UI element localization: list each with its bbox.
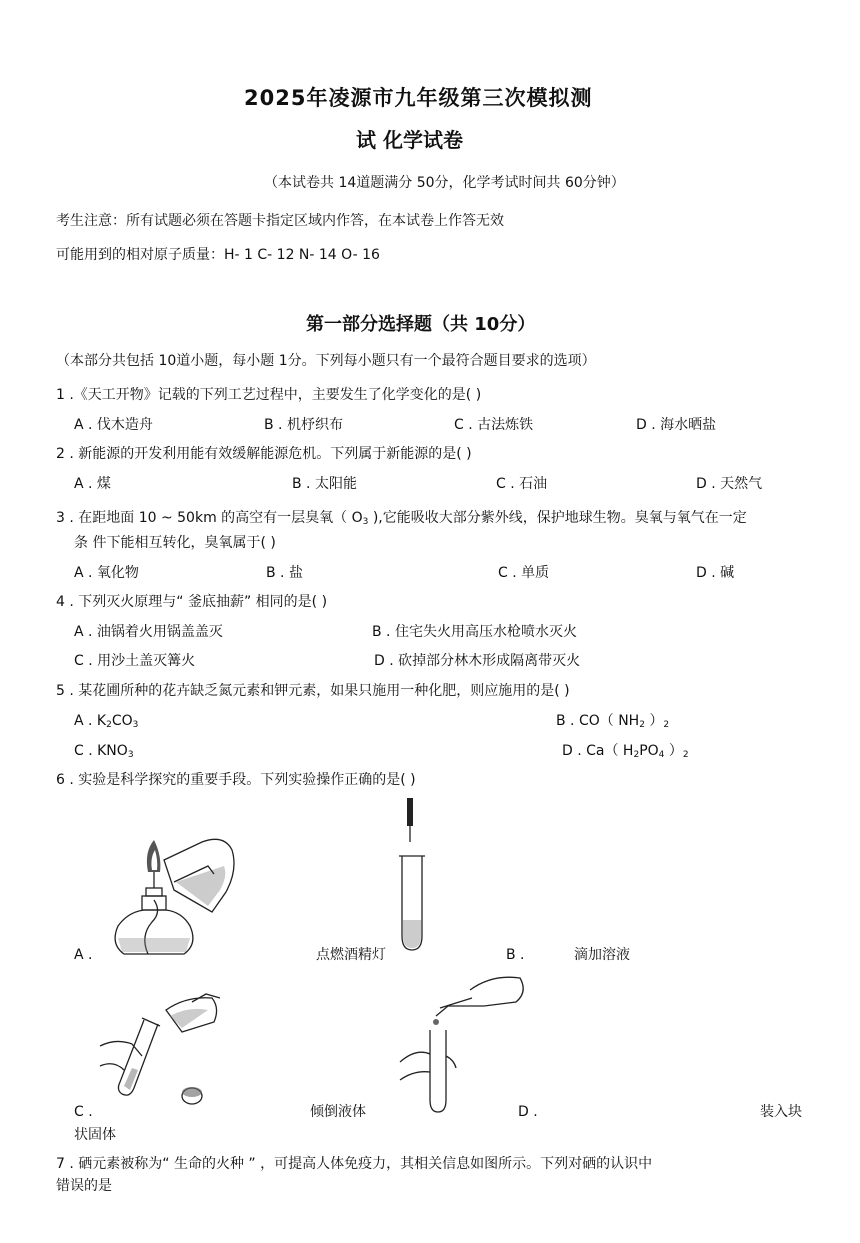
q2-option-d: D . 天然气 [696,476,763,492]
q3-option-a: A . 氧化物 [74,565,139,581]
q6-stem: 6 . 实验是科学探究的重要手段。下列实验操作正确的是( ) [56,772,416,788]
exam-title-line1: 2025年凌源市九年级第三次模拟测 [244,86,593,110]
q6-option-d-text-line2: 状固体 [74,1127,116,1143]
alcohol-lamp-lighting-figure [104,826,240,962]
q5-option-c: C . $KNO_3$ [74,743,134,760]
part1-heading: 第一部分选择题（共 10分） [306,314,536,335]
q1-option-d: D . 海水晒盐 [636,417,717,433]
q3-option-c: C . 单质 [498,565,550,581]
q4-option-b: B . 住宅失火用高压水枪喷水灭火 [372,624,577,640]
q2-stem: 2 . 新能源的开发利用能有效缓解能源危机。下列属于新能源的是( ) [56,446,472,462]
q6-option-c-text: 倾倒液体 [310,1104,366,1120]
exam-title-line2: 试 化学试卷 [356,128,463,152]
q3-stem-line2: 条 件下能相互转化，臭氧属于( ) [74,535,276,551]
q1-option-b: B . 机杼织布 [264,417,343,433]
q2-option-c: C . 石油 [496,476,548,492]
q7-stem: 7 . 硒元素被称为“ 生命的火种 ” ，可提高人体免疫力，其相关信息如图所示。下列对硒的认识中 [56,1156,653,1172]
q6-option-b-letter: B . [506,947,525,963]
q4-option-c: C . 用沙土盖灭篝火 [74,653,196,669]
part1-instruction: （本部分共包括 10道小题，每小题 1分。下列每小题只有一个最符合题目要求的选项） [56,353,596,369]
q7-stem-line2: 错误的是 [56,1178,112,1194]
q2-option-a: A . 煤 [74,476,111,492]
q1-stem: 1 .《天工开物》记载的下列工艺过程中，主要发生了化学变化的是( ) [56,387,482,403]
q5-stem: 5 . 某花圃所种的花卉缺乏氮元素和钾元素，如果只施用一种化肥，则应施用的是( ) [56,683,570,699]
q3-stem: 3 . 在距地面 10 ~ 50km 的高空有一层臭氧（ $O_3$ ),它能吸收大部分紫外线，保护地球生物。臭氧与氧气在一定 [56,510,747,527]
dropper-test-tube-figure [392,796,432,956]
q5-option-b: B . CO（ $NH_2$ ）$_2$ [556,713,670,730]
adding-solid-block-figure [396,972,530,1114]
q3-option-d: D . 碱 [696,565,735,581]
q3-option-b: B . 盐 [266,565,303,581]
atomic-mass-text: 可能用到的相对原子质量：H- 1 C- 12 N- 14 O- 16 [56,247,380,263]
q2-option-b: B . 太阳能 [292,476,357,492]
q6-option-d-letter: D . [518,1104,538,1120]
q6-option-a-letter: A . [74,947,93,963]
q4-option-a: A . 油锅着火用锅盖盖灭 [74,624,223,640]
q4-stem: 4 . 下列灭火原理与“ 釜底抽薪” 相同的是( ) [56,594,328,610]
exam-info: （本试卷共 14道题满分 50分，化学考试时间共 60分钟） [264,175,625,191]
q6-option-b-text: 滴加溶液 [574,947,630,963]
notice-text: 考生注意：所有试题必须在答题卡指定区域内作答，在本试卷上作答无效 [56,213,504,229]
q5-option-d: D . Ca（ $H_2PO_4$ ）$_2$ [562,743,689,760]
q1-option-a: A . 伐木造舟 [74,417,153,433]
pouring-liquid-figure [96,990,226,1114]
q1-option-c: C . 古法炼铁 [454,417,534,433]
q6-option-c-letter: C . [74,1104,93,1120]
q5-option-a: A . $K_2CO_3$ [74,713,139,730]
q4-option-d: D . 砍掉部分林木形成隔离带灭火 [374,653,581,669]
q6-option-a-text: 点燃酒精灯 [316,947,386,963]
q6-option-d-text: 装入块 [760,1104,802,1120]
